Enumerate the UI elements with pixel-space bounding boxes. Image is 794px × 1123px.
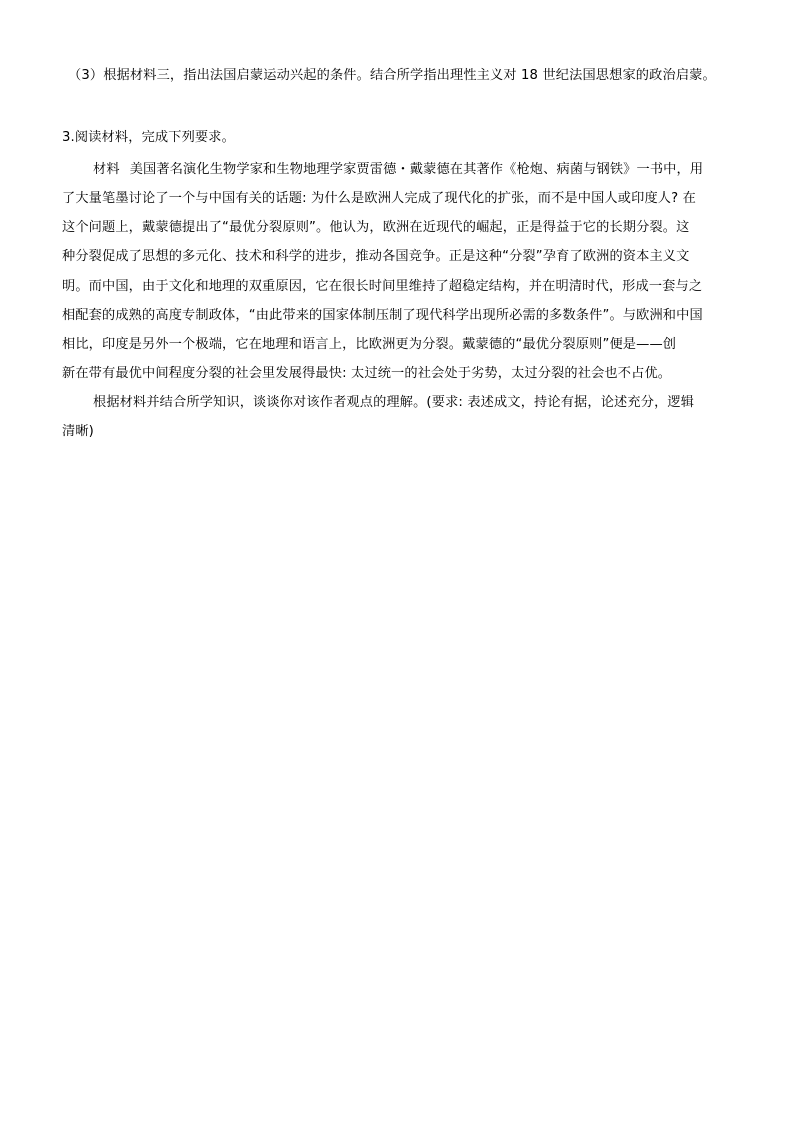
material-line: 相比，印度是另外一个极端，它在地理和语言上，比欧洲更为分裂。戴蒙德的“最优分裂原则”便是——创: [62, 337, 677, 352]
material-line: 种分裂促成了思想的多元化、技术和科学的进步，推动各国竞争。正是这种“分裂”孕育了欧洲的资本主义文: [62, 249, 690, 264]
material-line: 明。而中国，由于文化和地理的双重原因，它在很长时间里维持了超稳定结构，并在明清时代，形成一套与之: [62, 279, 703, 294]
requirement-line: 根据材料并结合所学知识，谈谈你对该作者观点的理解。(要求: 表述成文，持论有据，论述充分，逻辑: [93, 395, 695, 410]
material-line: 这个问题上，戴蒙德提出了“最优分裂原则”。他认为，欧洲在近现代的崛起，正是得益于它的长期分裂。这: [62, 220, 690, 235]
material-line: 相配套的成熟的高度专制政体，“由此带来的国家体制压制了现代科学出现所必需的多数条件”。与欧洲和中国: [62, 308, 703, 323]
question-3-heading: 3.阅读材料，完成下列要求。: [62, 130, 235, 145]
material-line: 新在带有最优中间程度分裂的社会里发展得最快: 太过统一的社会处于劣势，太过分裂的社会也不占优。: [62, 366, 672, 381]
material-line: [93, 160, 703, 180]
material-line-text: 美国著名演化生物学家和生物地理学家贾雷德・戴蒙德在其著作《枪炮、病菌与钢铁》一书中，用: [129, 162, 704, 177]
requirement-line: 清晰): [62, 424, 94, 439]
material-label: 材料: [93, 162, 120, 177]
sub-question-3: （3）根据材料三，指出法国启蒙运动兴起的条件。结合所学指出理性主义对 18 世纪法国思想家的政治启蒙。: [68, 68, 716, 83]
material-line: 了大量笔墨讨论了一个与中国有关的话题: 为什么是欧洲人完成了现代化的扩张，而不是中国人或印度人? 在: [62, 191, 696, 206]
